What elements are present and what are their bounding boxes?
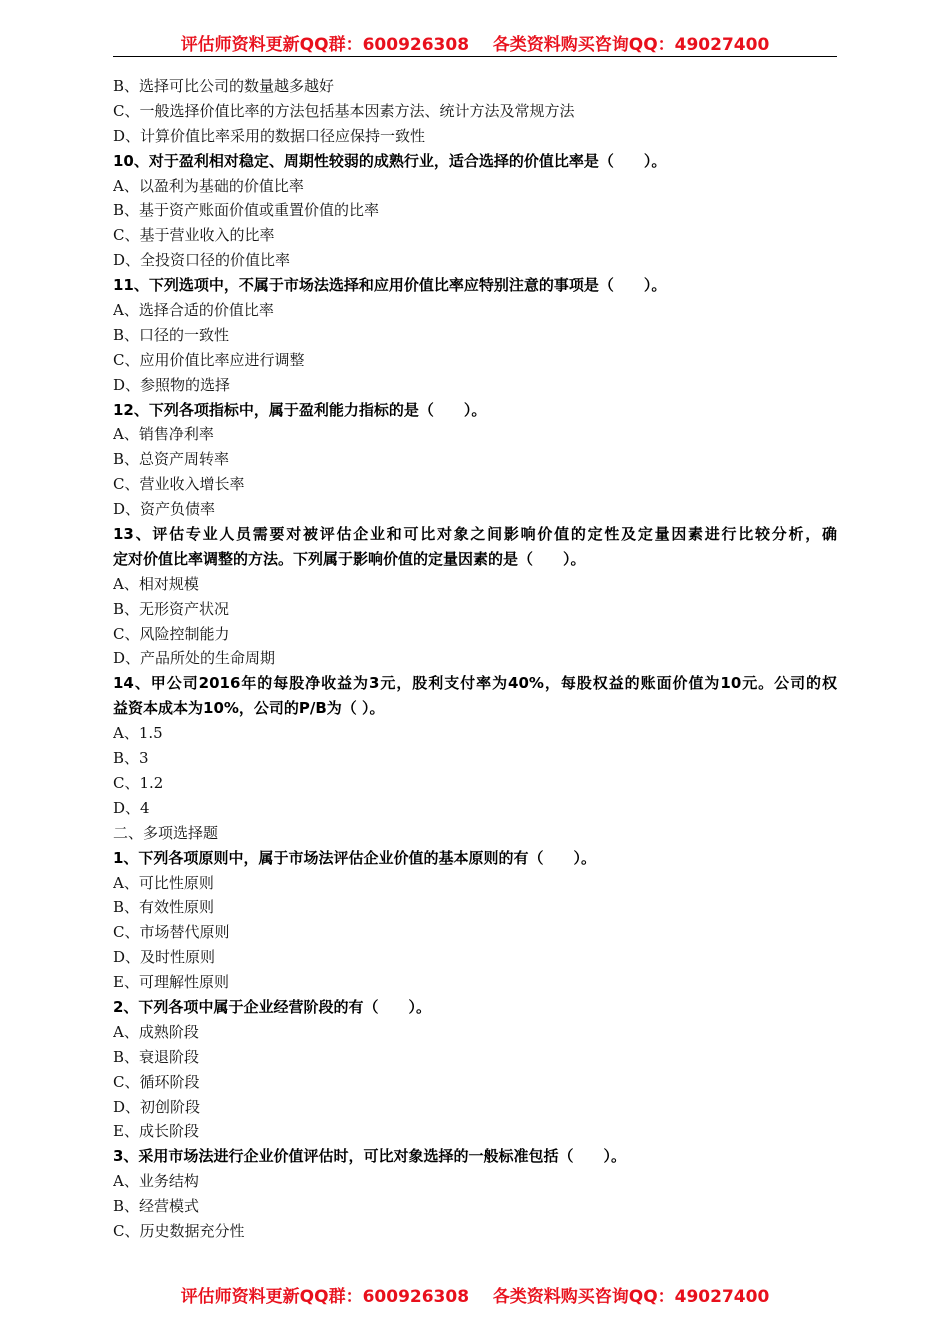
option-line: C、营业收入增长率: [113, 475, 245, 494]
option-line: D、产品所处的生命周期: [113, 649, 276, 668]
option-line: D、4: [113, 798, 150, 817]
option-line: B、口径的一致性: [113, 325, 230, 344]
header-group-text: 评估师资料更新QQ群：600926308: [180, 35, 470, 55]
footer-contact-text: 各类资料购买咨询QQ：49027400: [492, 1287, 770, 1307]
question-line: 3、采用市场法进行企业价值评估时，可比对象选择的一般标准包括（ ）。: [113, 1147, 626, 1166]
header-divider: [113, 56, 837, 57]
option-line: C、循环阶段: [113, 1072, 200, 1091]
question-line: 11、下列选项中，不属于市场法选择和应用价值比率应特别注意的事项是（ ）。: [113, 276, 667, 295]
question-line: 10、对于盈利相对稳定、周期性较弱的成熟行业，适合选择的价值比率是（ ）。: [113, 151, 667, 170]
option-line: D、计算价值比率采用的数据口径应保持一致性: [113, 126, 426, 145]
question-line: 1、下列各项原则中，属于市场法评估企业价值的基本原则的有（ ）。: [113, 848, 596, 867]
option-line: D、参照物的选择: [113, 375, 231, 394]
question-line: 12、下列各项指标中，属于盈利能力指标的是（ ）。: [113, 400, 487, 419]
header-contact-text: 各类资料购买咨询QQ：49027400: [492, 35, 770, 55]
option-line: D、全投资口径的价值比率: [113, 251, 291, 270]
footer-banner: [0, 1285, 950, 1309]
option-line: A、相对规模: [113, 574, 199, 593]
option-line: B、基于资产账面价值或重置价值的比率: [113, 201, 380, 220]
section-heading: 二、多项选择题: [113, 823, 219, 842]
option-line: A、业务结构: [113, 1172, 199, 1191]
option-line: B、总资产周转率: [113, 450, 230, 469]
option-line: A、销售净利率: [113, 425, 214, 444]
document-body: [113, 74, 837, 1244]
option-line: C、一般选择价值比率的方法包括基本因素方法、统计方法及常规方法: [113, 101, 575, 120]
option-line: B、经营模式: [113, 1197, 200, 1216]
option-line: A、以盈利为基础的价值比率: [113, 176, 304, 195]
option-line: B、衰退阶段: [113, 1047, 200, 1066]
option-line: B、无形资产状况: [113, 599, 230, 618]
question-line: 14、甲公司2016年的每股净收益为3元，股利支付率为40%，每股权益的账面价值为10元。公司的权: [113, 674, 837, 693]
option-line: D、资产负债率: [113, 500, 216, 519]
option-line: C、市场替代原则: [113, 923, 230, 942]
footer-group-text: 评估师资料更新QQ群：600926308: [180, 1287, 470, 1307]
question-line: 2、下列各项中属于企业经营阶段的有（ ）。: [113, 997, 431, 1016]
option-line: C、历史数据充分性: [113, 1221, 245, 1240]
option-line: A、选择合适的价值比率: [113, 301, 274, 320]
question-line: 定对价值比率调整的方法。下列属于影响价值的定量因素的是（ ）。: [113, 549, 586, 568]
option-line: D、及时性原则: [113, 948, 216, 967]
option-line: A、1.5: [113, 724, 163, 743]
header-banner: [0, 33, 950, 57]
option-line: B、选择可比公司的数量越多越好: [113, 77, 335, 95]
question-line: 13、评估专业人员需要对被评估企业和可比对象之间影响价值的定性及定量因素进行比较分析，确: [113, 525, 837, 544]
question-line: 益资本成本为10%，公司的P/B为（ ）。: [113, 699, 385, 718]
option-line: A、成熟阶段: [113, 1022, 199, 1041]
option-line: D、初创阶段: [113, 1097, 201, 1116]
option-line: C、1.2: [113, 773, 164, 792]
option-line: C、应用价值比率应进行调整: [113, 350, 305, 369]
option-line: E、可理解性原则: [113, 973, 229, 992]
option-line: B、有效性原则: [113, 898, 215, 917]
option-line: B、3: [113, 749, 149, 768]
option-line: C、风险控制能力: [113, 624, 230, 643]
option-line: E、成长阶段: [113, 1122, 199, 1141]
option-line: A、可比性原则: [113, 873, 214, 892]
option-line: C、基于营业收入的比率: [113, 226, 275, 245]
